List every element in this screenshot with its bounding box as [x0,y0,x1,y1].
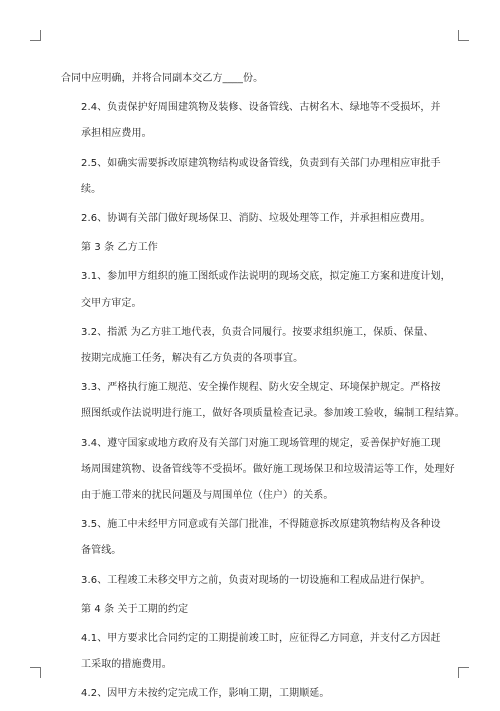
text-line: 2.5、如确实需要拆改原建筑物结构或设备管线，负责到有关部门办理相应审批手 [81,157,441,169]
paragraph-p10 [61,568,447,594]
text-line: 3.4、遵守国家或地方政府及有关部门对施工现场管理的规定，妥善保护好施工现 [81,437,441,449]
paragraph-p2 [61,151,447,203]
text-line: 2.4、负责保护好周围建筑物及装修、设备管线、古树名木、绿地等不受损坏，并 [81,102,441,114]
paragraph-p9 [61,512,447,564]
text-line: 合同中应明确，并将合同副本交乙方____份。 [61,73,264,84]
paragraph-p13 [61,681,447,707]
paragraph-p6 [61,320,447,372]
text-line: 3.3、严格执行施工规范、安全操作规程、防火安全规定、环境保护规定。严格按 [81,382,441,394]
text-line: 承担相应费用。 [81,128,152,140]
crop-mark-bottom-left [30,667,41,678]
text-line: 工采取的措施费用。 [81,659,172,671]
paragraph-p5 [61,264,451,316]
paragraph-p0 [61,66,447,92]
crop-mark-top-left [30,30,41,41]
document-body [61,66,465,711]
text-line: 续。 [81,183,102,195]
paragraph-p1 [61,95,447,147]
paragraph-p4 [61,235,447,261]
text-line: 场周围建筑物、设备管线等不受损坏。做好施工现场保卫和垃圾清运等工作，处理好 [81,463,455,475]
paragraph-p12 [61,626,447,678]
paragraph-p7 [61,375,465,427]
crop-mark-bottom-right [458,667,469,678]
text-line: 4.1、甲方要求比合同约定的工期提前竣工时，应征得乙方同意，并支付乙方因赶 [81,633,441,645]
text-line: 2.6、协调有关部门做好现场保卫、消防、垃圾处理等工作，并承担相应费用。 [81,213,431,225]
text-line: 备管线。 [81,545,122,557]
paragraph-p11 [61,597,447,623]
text-line: 第 3 条 乙方工作 [81,242,158,254]
text-line: 3.6、工程竣工未移交甲方之前，负责对现场的一切设施和工程成品进行保护。 [81,574,431,586]
text-line: 3.5、施工中未经甲方同意或有关部门批准，不得随意拆改原建筑物结构及各种设 [81,519,441,531]
paragraph-p3 [61,206,447,232]
crop-mark-top-right [458,30,469,41]
text-line: 按期完成施工任务，解决有乙方负责的各项事宜。 [81,353,304,365]
text-line: 由于施工带来的扰民问题及与周围单位（住户）的关系。 [81,490,334,502]
text-line: 交甲方审定。 [81,297,142,309]
text-line: 3.1、参加甲方组织的施工图纸或作法说明的现场交底，拟定施工方案和进度计划， [81,271,451,283]
text-line: 3.2、指派 为乙方驻工地代表，负责合同履行。按要求组织施工，保质、保量、 [81,326,434,338]
text-line: 第 4 条 关于工期的约定 [81,603,189,615]
text-line: 4.2、因甲方未按约定完成工作，影响工期，工期顺延。 [81,688,330,700]
paragraph-p8 [61,431,455,510]
text-line: 照图纸或作法说明进行施工，做好各项质量检查记录。参加竣工验收，编制工程结算。 [81,408,465,420]
